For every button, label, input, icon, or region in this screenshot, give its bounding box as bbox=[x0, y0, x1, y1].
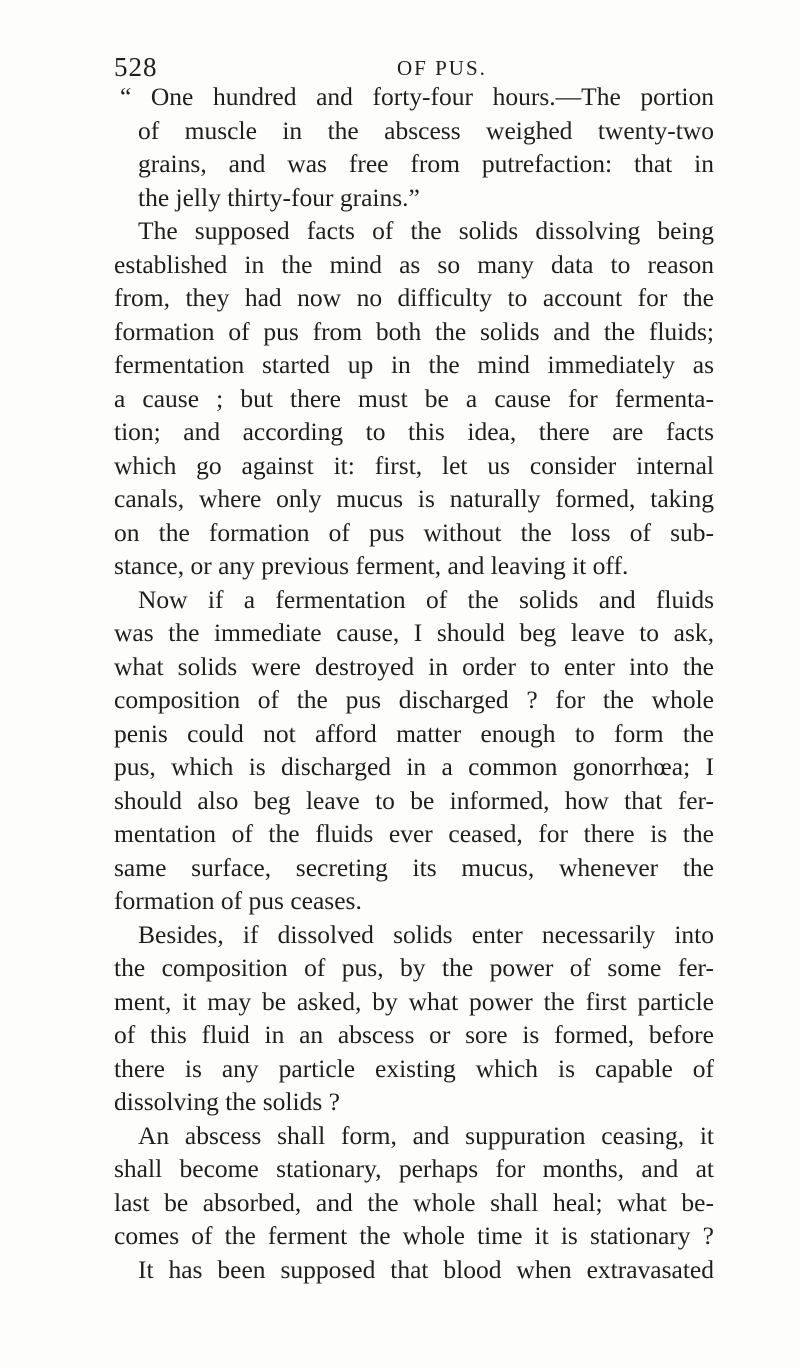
text-line: was the immediate cause, I should beg leave to ask, bbox=[114, 618, 714, 647]
text-line: should also beg leave to be informed, how that fer- bbox=[114, 785, 714, 815]
text-line: pus, which is discharged in a common gonorrhœa; I bbox=[114, 752, 714, 781]
text-line: of this fluid in an abscess or sore is formed, before bbox=[114, 1020, 714, 1049]
text-line: established in the mind as so many data to reason bbox=[114, 249, 714, 279]
text-line: grains, and was free from putrefaction: that in bbox=[138, 149, 714, 178]
text-line: on the formation of pus without the loss of sub- bbox=[114, 517, 714, 547]
text-line: there is any particle existing which is capable of bbox=[114, 1053, 714, 1083]
text-line: comes of the ferment the whole time it is stationary ? bbox=[114, 1221, 714, 1250]
text-line: ment, it may be asked, by what power the first particle bbox=[114, 986, 714, 1016]
text-line: stance, or any previous ferment, and leaving it off. bbox=[114, 551, 629, 580]
text-line: of muscle in the abscess weighed twenty-two bbox=[138, 115, 714, 145]
text-line: last be absorbed, and the whole shall heal; what be- bbox=[114, 1187, 714, 1217]
text-line: a cause ; but there must be a cause for fermenta- bbox=[114, 383, 714, 413]
text-line: composition of the pus discharged ? for the whole bbox=[114, 685, 714, 714]
text-line: tion; and according to this idea, there are facts bbox=[114, 417, 714, 446]
text-line: Now if a fermentation of the solids and fluids bbox=[138, 584, 714, 614]
text-line: The supposed facts of the solids dissolving being bbox=[138, 216, 714, 245]
text-line: same surface, secreting its mucus, whenever the bbox=[114, 852, 714, 882]
text-line: fermentation started up in the mind immediately as bbox=[114, 350, 714, 379]
text-line: formation of pus from both the solids and the fluids; bbox=[114, 316, 714, 346]
text-line: shall become stationary, perhaps for months, and at bbox=[114, 1154, 714, 1183]
text-line: Besides, if dissolved solids enter necessarily into bbox=[138, 919, 714, 949]
text-line: formation of pus ceases. bbox=[114, 886, 362, 915]
text-line: from, they had now no difficulty to account for the bbox=[114, 283, 714, 312]
text-line: canals, where only mucus is naturally formed, taking bbox=[114, 484, 714, 513]
text-line: An abscess shall form, and suppuration ceasing, it bbox=[138, 1120, 714, 1150]
text-line: It has been supposed that blood when extravasated bbox=[138, 1254, 714, 1284]
text-line: which go against it: first, let us consider internal bbox=[114, 450, 714, 480]
text-line: what solids were destroyed in order to enter into the bbox=[114, 651, 714, 681]
text-line: the jelly thirty-four grains.” bbox=[138, 182, 420, 212]
page-number: 528 bbox=[114, 52, 158, 82]
text-line: penis could not afford matter enough to form the bbox=[114, 718, 714, 748]
text-line: the composition of pus, by the power of some fer- bbox=[114, 953, 714, 982]
text-line: “ One hundred and forty-four hours.—The portion bbox=[120, 82, 714, 111]
running-title: OF PUS. bbox=[397, 56, 487, 80]
text-line: mentation of the fluids ever ceased, for there is the bbox=[114, 819, 714, 848]
text-line: dissolving the solids ? bbox=[114, 1087, 340, 1116]
